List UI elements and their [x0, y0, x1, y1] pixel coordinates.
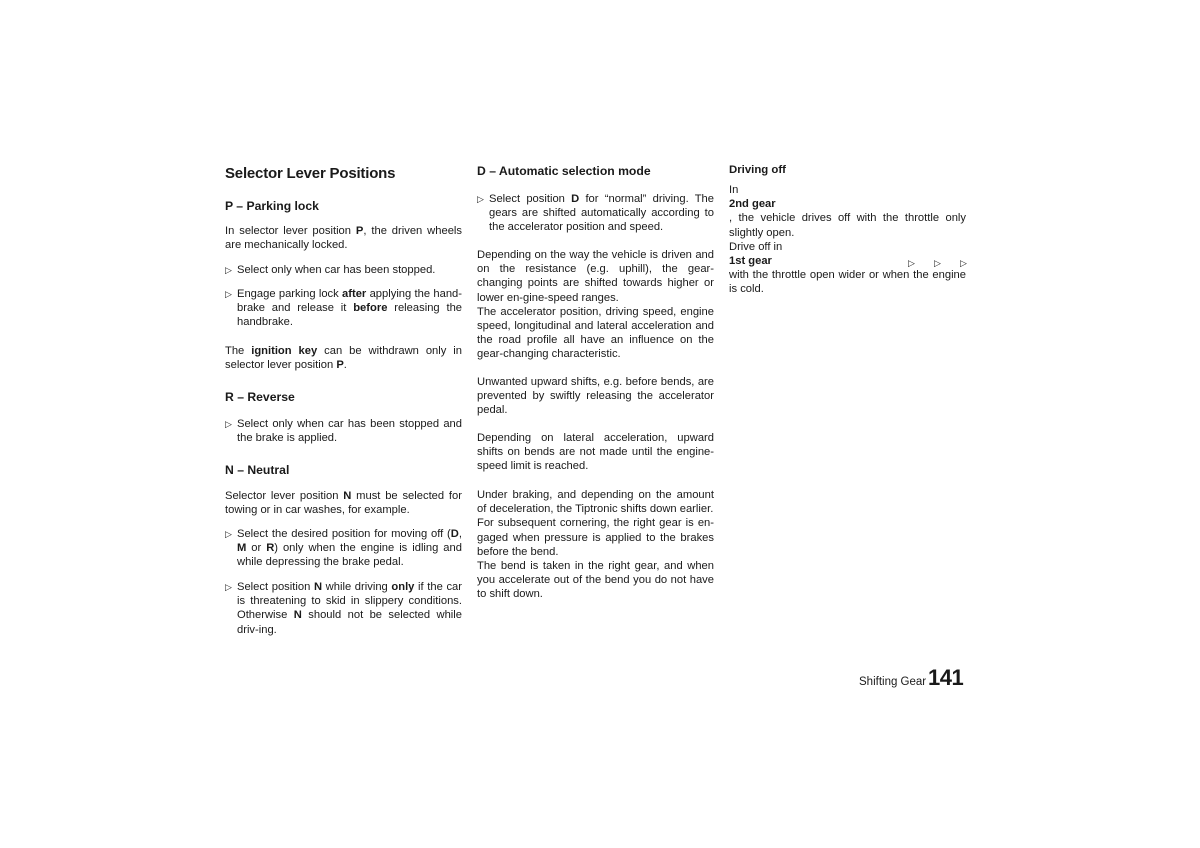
neutral-bullet-2: ▷ Select position N while driving only if the car is threatening to skid in slippery conditions. Otherwise N should not be selected while driv-ing. [225, 581, 463, 636]
neutral-intro: Selector lever position N must be selected for towing or in car washes, for example. [225, 490, 462, 517]
section-heading-reverse: R – Reverse [225, 390, 295, 404]
page-number: 141 [928, 665, 964, 690]
bullet-arrow-icon: ▷ [225, 289, 232, 299]
footer-section-label: Shifting Gear [859, 676, 927, 688]
section-heading-parking-lock: P – Parking lock [225, 199, 319, 213]
bullet-arrow-icon: ▷ [225, 582, 232, 592]
reverse-bullet-1: ▷ Select only when car has been stopped and the brake is applied. [225, 418, 462, 445]
upward-shift-paragraph: Unwanted upward shifts, e.g. before bends, are prevented by swiftly releasing the accelerator pedal. [477, 376, 714, 417]
neutral-bullet-1: ▷ Select the desired position for moving off (D, M or R) only when the engine is idling and while depressing the brake pedal. [225, 528, 462, 569]
continue-arrow-icon: ▷ [908, 258, 915, 268]
parking-lock-bullet-2: ▷ Engage parking lock after applying the hand-brake and release it before releasing the handbrake. [225, 288, 463, 329]
parking-lock-bullet-1: ▷ Select only when car has been stopped. [225, 264, 436, 276]
bullet-arrow-icon: ▷ [477, 194, 484, 204]
bullet-arrow-icon: ▷ [225, 419, 232, 429]
automatic-mode-bullet-1: ▷ Select position D for “normal” driving. The gears are shifted automatically according to the accelerator position and speed. [477, 193, 714, 234]
continued-arrows [908, 256, 986, 270]
bullet-arrow-icon: ▷ [225, 265, 232, 275]
continue-arrow-icon: ▷ [960, 258, 967, 268]
driving-off-paragraph: In 2nd gear , the vehicle drives off with the throttle only slightly open. Drive off in 1st gear with the throttle open wider or when the engine is cold. [729, 184, 966, 296]
section-heading-driving-off: Driving off [729, 164, 786, 176]
parking-lock-intro: In selector lever position P, the driven wheels are mechanically locked. [225, 225, 462, 252]
page-title: Selector Lever Positions [225, 165, 396, 182]
ignition-key-note: The ignition key can be withdrawn only in selector lever position P. [225, 345, 462, 372]
section-heading-automatic-mode: D – Automatic selection mode [477, 164, 651, 178]
section-heading-neutral: N – Neutral [225, 463, 290, 477]
lateral-acceleration-paragraph: Depending on lateral acceleration, upward shifts on bends are not made until the engine-speed limit is reached. [477, 432, 714, 473]
continue-arrow-icon: ▷ [934, 258, 941, 268]
shift-points-paragraph: Depending on the way the vehicle is driven and on the resistance (e.g. uphill), the gear-changing points are shifted towards higher or lower en-gine-speed ranges. The accelerator position, driving speed, engine speed, longitudinal and lateral acceleration and the road profile all have an influence on the gear-changing characteristic. [477, 249, 714, 361]
braking-paragraph: Under braking, and depending on the amount of deceleration, the Tiptronic shifts down earlier. For subsequent cornering, the right gear is en-gaged when pressure is applied to the brakes before the bend. The bend is taken in the right gear, and when you accelerate out of the bend you do not have to shift down. [477, 489, 714, 601]
bullet-arrow-icon: ▷ [225, 529, 232, 539]
